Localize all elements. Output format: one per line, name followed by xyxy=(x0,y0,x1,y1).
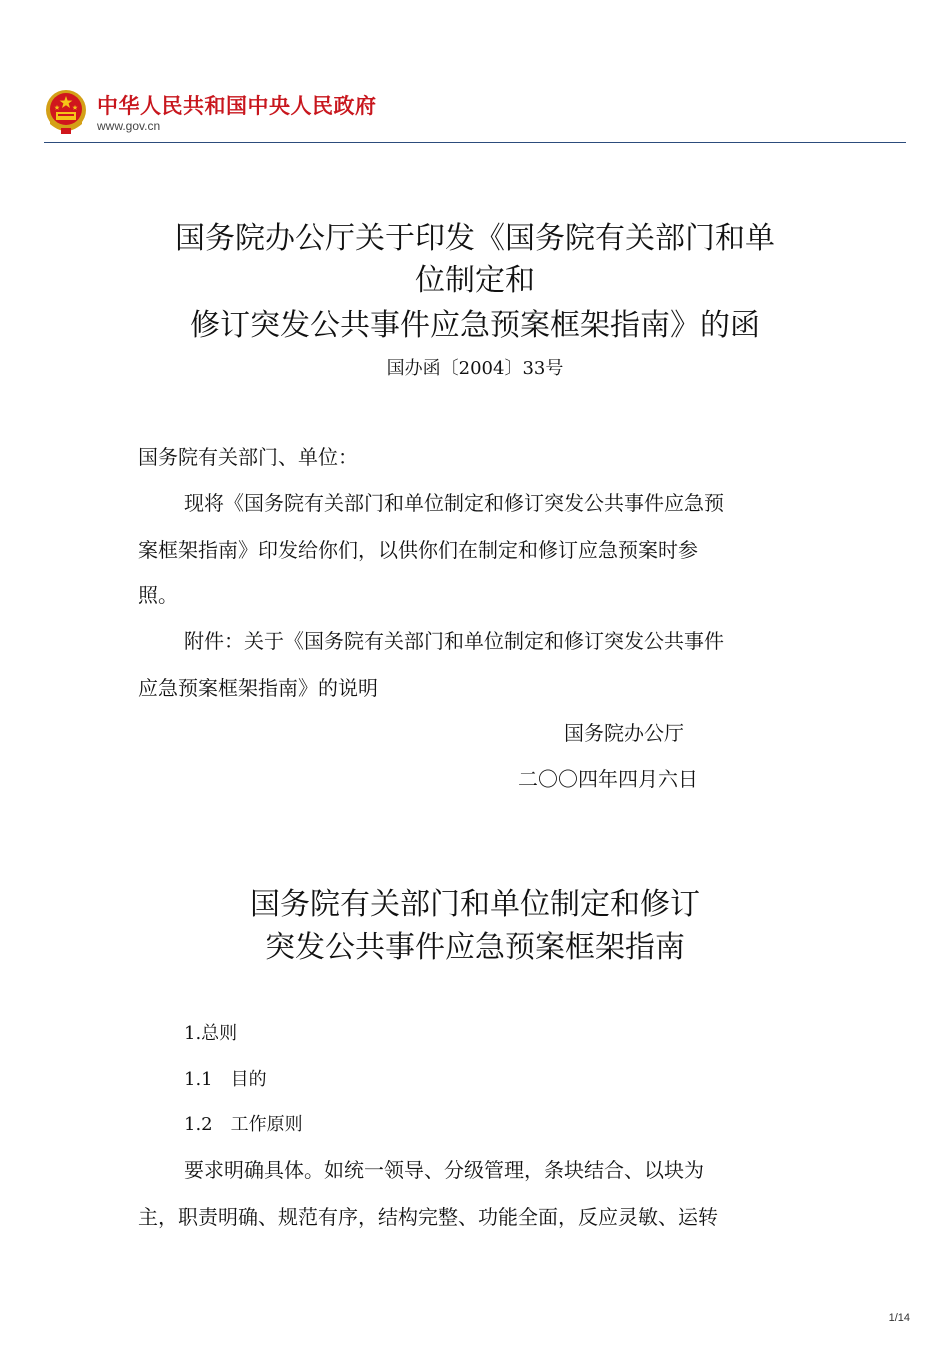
site-header xyxy=(44,86,904,142)
site-url[interactable]: www.gov.cn xyxy=(97,119,161,133)
guide-body-line-2: 主，职责明确、规范有序，结构完整、功能全面，反应灵敏、运转 xyxy=(138,1205,718,1229)
page-number: 1/14 xyxy=(888,1312,910,1324)
guide-title-line-1: 国务院有关部门和单位制定和修订 xyxy=(250,887,700,922)
attachment-line-1: 附件：关于《国务院有关部门和单位制定和修订突发公共事件 xyxy=(184,629,724,653)
body-line-2: 案框架指南》印发给你们，以供你们在制定和修订应急预案时参 xyxy=(138,538,698,562)
section-heading-1: 1.总则 xyxy=(184,1023,238,1044)
national-emblem-icon xyxy=(44,88,88,136)
salutation: 国务院有关部门、单位： xyxy=(138,445,358,469)
header-divider xyxy=(44,142,906,143)
guide-body-line-1: 要求明确具体。如统一领导、分级管理，条块结合、以块为 xyxy=(184,1158,704,1182)
section-heading-1-1: 1.1 目的 xyxy=(184,1069,267,1090)
section-heading-1-2: 1.2 工作原则 xyxy=(184,1114,303,1135)
body-line-3: 照。 xyxy=(138,583,178,607)
document-title-line-3: 修订突发公共事件应急预案框架指南》的函 xyxy=(190,308,760,343)
site-name[interactable]: 中华人民共和国中央人民政府 xyxy=(97,94,377,118)
body-line-1: 现将《国务院有关部门和单位制定和修订突发公共事件应急预 xyxy=(184,491,724,515)
document-date: 二〇〇四年四月六日 xyxy=(518,767,698,791)
attachment-line-2: 应急预案框架指南》的说明 xyxy=(138,676,378,700)
document-title-line-1: 国务院办公厅关于印发《国务院有关部门和单 xyxy=(175,221,775,256)
signature: 国务院办公厅 xyxy=(564,721,684,745)
document-title-line-2: 位制定和 xyxy=(415,263,535,298)
document-number: 国办函〔2004〕33号 xyxy=(386,358,564,379)
guide-title-line-2: 突发公共事件应急预案框架指南 xyxy=(265,930,685,965)
